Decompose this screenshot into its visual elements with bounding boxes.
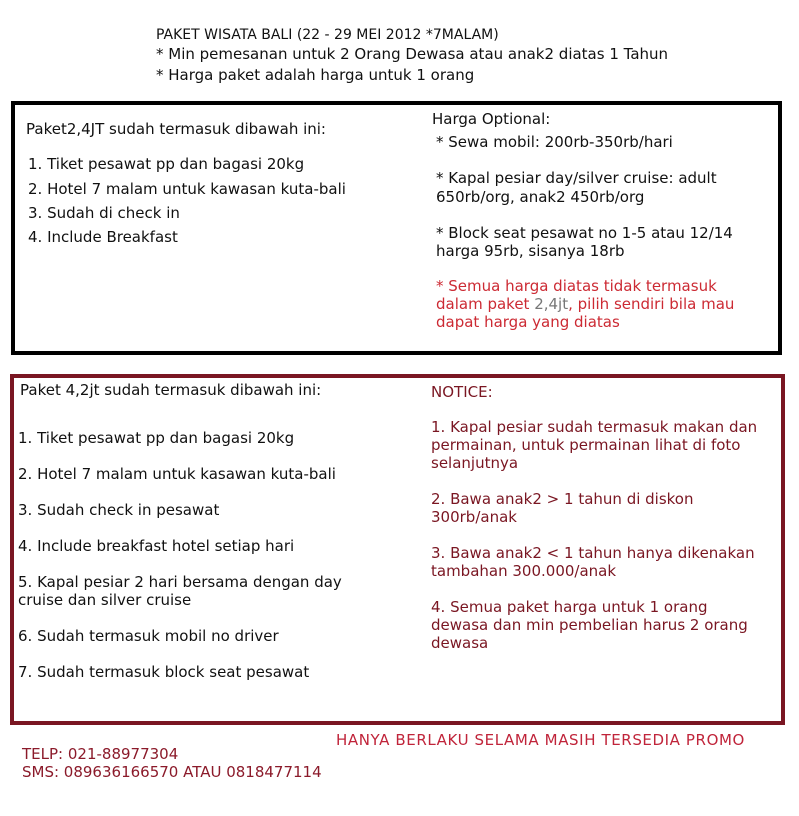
notice-item-4-line3: dewasa xyxy=(431,634,489,652)
optional-note-amount: 2,4jt xyxy=(534,295,569,313)
notice-item-3: 3. Bawa anak2 < 1 tahun hanya dikenakan xyxy=(431,544,755,562)
package2-heading: Paket 4,2jt sudah termasuk dibawah ini: xyxy=(20,381,322,399)
package1-heading-amount: 2,4JT xyxy=(66,120,105,138)
optional-item-cruise-line2: 650rb/org, anak2 450rb/org xyxy=(436,188,645,206)
optional-item-cruise: * Kapal pesiar day/silver cruise: adult xyxy=(436,169,717,187)
optional-note-line2-b: , pilih sendiri bila mau xyxy=(568,295,735,313)
package1-item: 1. Tiket pesawat pp dan bagasi 20kg xyxy=(28,155,305,173)
package2-item: 4. Include breakfast hotel setiap hari xyxy=(18,537,295,555)
optional-heading: Harga Optional: xyxy=(432,110,551,128)
notice-heading: NOTICE: xyxy=(431,383,493,401)
contact-telp: TELP: 021-88977304 xyxy=(22,745,179,763)
notice-item-4-line2: dewasa dan min pembelian harus 2 orang xyxy=(431,616,748,634)
contact-info xyxy=(22,745,322,781)
notice-item-2-line2: 300rb/anak xyxy=(431,508,517,526)
notice-item-1: 1. Kapal pesiar sudah termasuk makan dan xyxy=(431,418,758,436)
header-note-price: * Harga paket adalah harga untuk 1 orang xyxy=(156,66,475,84)
notice-item-4: 4. Semua paket harga untuk 1 orang xyxy=(431,598,708,616)
package1-heading-prefix: Paket xyxy=(26,120,67,138)
optional-item-car-rental: * Sewa mobil: 200rb-350rb/hari xyxy=(436,133,673,151)
notice-item-1-line3: selanjutnya xyxy=(431,454,519,472)
package2-item: 1. Tiket pesawat pp dan bagasi 20kg xyxy=(18,429,295,447)
package2-item: 3. Sudah check in pesawat xyxy=(18,501,220,519)
package1-item: 2. Hotel 7 malam untuk kawasan kuta-bali xyxy=(28,180,346,198)
optional-item-block-seat: * Block seat pesawat no 1-5 atau 12/14 xyxy=(436,224,733,242)
optional-note-line2 xyxy=(436,295,734,314)
notice-item-2: 2. Bawa anak2 > 1 tahun di diskon xyxy=(431,490,694,508)
package2-item: 2. Hotel 7 malam untuk kasawan kuta-bali xyxy=(18,465,336,483)
package2-item-line2: cruise dan silver cruise xyxy=(18,591,192,609)
package1-heading-suffix: sudah termasuk dibawah ini: xyxy=(104,120,326,138)
header-note-min-order: * Min pemesanan untuk 2 Orang Dewasa atau anak2 diatas 1 Tahun xyxy=(156,45,669,63)
notice-item-1-line2: permainan, untuk permainan lihat di foto xyxy=(431,436,741,454)
optional-note-line3: dapat harga yang diatas xyxy=(436,313,620,331)
optional-item-block-seat-line2: harga 95rb, sisanya 18rb xyxy=(436,242,625,260)
package2-item: 7. Sudah termasuk block seat pesawat xyxy=(18,663,310,681)
contact-sms: SMS: 089636166570 ATAU 0818477114 xyxy=(22,763,322,781)
optional-note: * Semua harga diatas tidak termasuk xyxy=(436,277,717,295)
package2-item: 6. Sudah termasuk mobil no driver xyxy=(18,627,279,645)
package2-item: 5. Kapal pesiar 2 hari bersama dengan day xyxy=(18,573,342,591)
package1-item: 4. Include Breakfast xyxy=(28,228,178,246)
promo-banner: HANYA BERLAKU SELAMA MASIH TERSEDIA PROMO xyxy=(336,731,745,749)
optional-note-line2-a: dalam paket xyxy=(436,295,535,313)
package1-heading xyxy=(26,120,326,139)
header xyxy=(156,26,776,86)
page-title: PAKET WISATA BALI (22 - 29 MEI 2012 *7MALAM) xyxy=(156,27,499,43)
notice-item-3-line2: tambahan 300.000/anak xyxy=(431,562,617,580)
package1-item: 3. Sudah di check in xyxy=(28,204,180,222)
